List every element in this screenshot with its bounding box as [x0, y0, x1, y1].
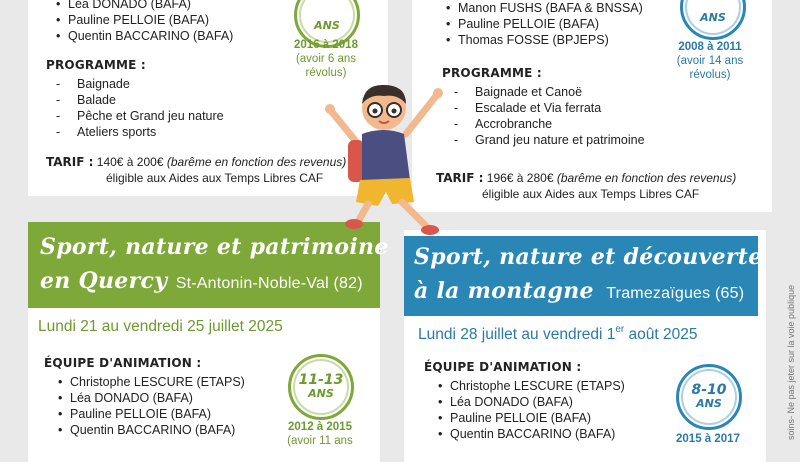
age-badge-range: 11-13	[298, 372, 344, 388]
age-badge-unit: ANS	[308, 387, 334, 400]
camp-dates-main: Lundi 28 juillet au vendredi 1	[418, 326, 616, 343]
camp-card-quercy	[28, 222, 389, 462]
tarif-price: 140€ à 200€	[96, 155, 164, 169]
staff-member: • Quentin BACCARINO (BAFA)	[58, 422, 245, 438]
age-badge-unit: ANS	[696, 397, 722, 410]
camp-card-mountain	[404, 230, 766, 462]
tarif-note: (barême en fonction des revenus)	[556, 171, 737, 185]
programme-item: - Escalade et Via ferrata	[454, 100, 645, 116]
staff-member: • Thomas FOSSE (BPJEPS)	[446, 32, 643, 48]
staff-member: • Léa DONADO (BAFA)	[58, 390, 245, 406]
birth-years	[274, 420, 366, 448]
camp-location: Tramezaïgues (65)	[606, 285, 745, 302]
programme-heading: PROGRAMME :	[46, 58, 146, 72]
age-badge-range: 8-10	[691, 382, 727, 398]
team-heading: ÉQUIPE D'ANIMATION :	[424, 360, 582, 374]
birth-years-range: 2008 à 2011	[678, 41, 742, 53]
camp-title-line1: Sport, nature et patrimoine	[40, 234, 389, 260]
age-badge	[680, 0, 746, 40]
tarif-price: 196€ à 280€	[486, 171, 554, 185]
programme-list	[454, 84, 645, 148]
staff-member: • Quentin BACCARINO (BAFA)	[56, 28, 233, 44]
staff-list	[446, 0, 643, 48]
birth-years-range: 2012 à 2015	[288, 421, 352, 433]
programme-item: - Accrobranche	[454, 116, 645, 132]
tarif-block	[46, 154, 346, 186]
birth-years-range: 2016 à 2018	[294, 39, 358, 51]
programme-item: - Baignade	[56, 76, 224, 92]
programme-item: - Baignade et Canoë	[454, 84, 645, 100]
tarif-label: TARIF :	[436, 171, 484, 185]
camp-dates-end: août 2025	[624, 326, 698, 343]
programme-item: - Grand jeu nature et patrimoine	[454, 132, 645, 148]
staff-member: • Pauline PELLOIE (BAFA)	[58, 406, 245, 422]
staff-list	[58, 374, 245, 438]
programme-item: - Ateliers sports	[56, 124, 224, 140]
tarif-block	[436, 170, 736, 202]
programme-list	[56, 76, 224, 140]
camp-title-line2: à la montagne	[414, 278, 594, 304]
camp-title-line1: Sport, nature et découverte	[414, 244, 763, 270]
age-requirement: (avoir 11 ans	[287, 435, 353, 447]
tarif-note: (barême en fonction des revenus)	[166, 155, 347, 169]
camp-card-sport	[412, 0, 772, 212]
cartoon-child-illustration	[318, 82, 450, 242]
tarif-aid: éligible aux Aides aux Temps Libres CAF	[482, 187, 700, 201]
tarif-aid: éligible aux Aides aux Temps Libres CAF	[106, 171, 324, 185]
birth-years	[666, 432, 750, 446]
staff-member: • Christophe LESCURE (ETAPS)	[438, 378, 625, 394]
staff-member: • Manon FUSHS (BAFA & BNSSA)	[446, 0, 643, 16]
age-requirement: (avoir 14 ans révolus)	[676, 55, 744, 81]
staff-member: • Pauline PELLOIE (BAFA)	[438, 410, 625, 426]
staff-member: • Quentin BACCARINO (BAFA)	[438, 426, 625, 442]
staff-list	[56, 0, 233, 44]
programme-item: - Balade	[56, 92, 224, 108]
camp-location: St-Antonin-Noble-Val (82)	[175, 275, 363, 292]
birth-years	[668, 40, 752, 82]
tarif-label: TARIF :	[46, 155, 94, 169]
camp-dates: Lundi 21 au vendredi 25 juillet 2025	[38, 318, 283, 335]
camp-dates	[418, 326, 698, 344]
age-badge-unit: ANS	[314, 19, 340, 32]
disposal-note: soins- Ne pas jeter sur la voie publique	[786, 284, 796, 440]
birth-years-range: 2015 à 2017	[676, 433, 740, 445]
age-badge	[288, 354, 354, 420]
camp-dates-sup: er	[615, 324, 625, 335]
programme-item: - Pêche et Grand jeu nature	[56, 108, 224, 124]
age-requirement: (avoir 6 ans révolus)	[295, 53, 357, 79]
staff-member: • Pauline PELLOIE (BAFA)	[56, 12, 233, 28]
birth-years	[282, 38, 370, 80]
staff-member: • Pauline PELLOIE (BAFA)	[446, 16, 643, 32]
staff-list	[438, 378, 625, 442]
programme-heading: PROGRAMME :	[442, 66, 542, 80]
camp-title-line2: en Quercy	[40, 268, 168, 294]
camp-title-band	[404, 236, 763, 316]
staff-member: • Christophe LESCURE (ETAPS)	[58, 374, 245, 390]
staff-member: • Léa DONADO (BAFA)	[438, 394, 625, 410]
age-badge-unit: ANS	[700, 11, 726, 24]
team-heading: ÉQUIPE D'ANIMATION :	[44, 356, 202, 370]
age-badge	[676, 364, 742, 430]
staff-member: • Léa DONADO (BAFA)	[56, 0, 233, 12]
